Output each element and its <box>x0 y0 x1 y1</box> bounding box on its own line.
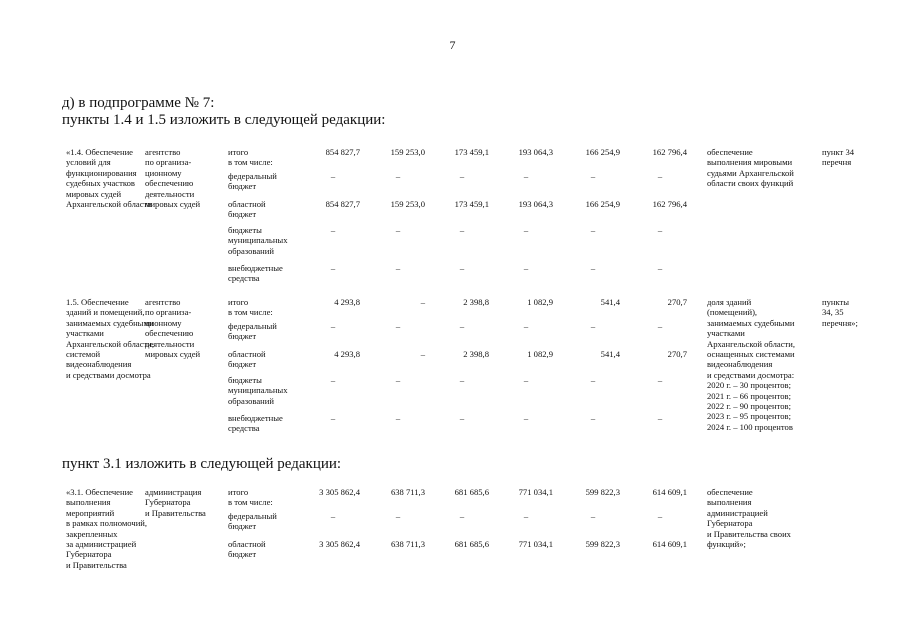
heading-points: пункты 1.4 и 1.5 изложить в следующей редакции: <box>62 112 386 128</box>
municipal-dash: – <box>523 225 529 235</box>
federal-dash: – <box>330 511 336 521</box>
total-value: 4 293,8 <box>334 297 360 307</box>
total-value: 1 082,9 <box>527 297 553 307</box>
total-value: 614 609,1 <box>652 487 687 497</box>
total-value: 599 822,3 <box>585 487 620 497</box>
regional-value: 173 459,1 <box>454 199 489 209</box>
item-name-line: видеонаблюдения <box>66 359 132 370</box>
page-number: 7 <box>449 38 456 52</box>
item-link-line: 34, 35 <box>822 307 844 318</box>
municipal-dash: – <box>330 225 336 235</box>
row-label-regional: бюджет <box>228 359 257 370</box>
row-label-regional: бюджет <box>228 209 257 220</box>
row-label-municipal: образований <box>228 245 274 256</box>
row-label-regional: областной <box>228 349 266 359</box>
item-executor-line: агентство <box>145 147 181 157</box>
municipal-dash: – <box>657 375 663 385</box>
item-name-line: мировых судей <box>66 188 122 199</box>
item-result-line: функций»; <box>707 539 746 549</box>
row-label-municipal: муниципальных <box>228 235 288 246</box>
item-result-line: обеспечение <box>707 487 753 497</box>
total-value: 193 064,3 <box>518 147 553 157</box>
item-name-line: мероприятий <box>66 507 115 518</box>
total-value: 541,4 <box>600 297 620 307</box>
extra-dash: – <box>395 263 401 273</box>
row-label-regional: бюджет <box>228 549 257 560</box>
municipal-dash: – <box>395 225 401 235</box>
federal-dash: – <box>330 321 336 331</box>
row-label-regional: областной <box>228 539 266 549</box>
item-result-line: видеонаблюдения <box>707 359 773 370</box>
item-result-line: 2023 г. – 95 процентов; <box>707 411 791 422</box>
municipal-dash: – <box>590 225 596 235</box>
item-name-line: функционирования <box>66 167 137 178</box>
item-link-line: перечня <box>822 157 852 168</box>
item-executor-line: мировых судей <box>145 199 201 209</box>
item-result-line: (помещений), <box>707 307 758 318</box>
item-result-line: 2022 г. – 90 процентов; <box>707 401 791 411</box>
item-result-line: и средствами досмотра: <box>707 369 795 380</box>
total-value: – <box>420 297 425 307</box>
item-link-line: перечня»; <box>822 317 858 328</box>
item-link-line: пункты <box>822 297 850 307</box>
row-label-municipal: муниципальных <box>228 385 288 396</box>
total-value: 162 796,4 <box>652 147 687 157</box>
regional-value: 4 293,8 <box>334 349 360 359</box>
extra-dash: – <box>459 413 465 423</box>
regional-value: 3 305 862,4 <box>319 539 360 549</box>
item-name-line: Губернатора <box>66 549 112 560</box>
item-name-line: зданий и помещений, <box>66 307 145 318</box>
total-value: 166 254,9 <box>585 147 620 157</box>
item-name-line: системой <box>66 349 101 359</box>
item-executor-line: по организа- <box>145 307 192 318</box>
item-result-line: выполнения мировыми <box>707 157 793 168</box>
regional-value: 771 034,1 <box>518 539 553 549</box>
regional-value: 854 827,7 <box>325 199 360 209</box>
item-executor-line: по организа- <box>145 157 192 168</box>
item-executor-line: ционному <box>145 317 182 328</box>
regional-value: 270,7 <box>667 349 687 359</box>
item-executor-line: деятельности <box>145 338 195 349</box>
item-result-line: администрацией <box>707 507 768 518</box>
item-executor-line: агентство <box>145 297 181 307</box>
row-label-municipal: бюджеты <box>228 375 262 385</box>
item-name-line: условий для <box>66 157 111 168</box>
row-label-incl: в том числе: <box>228 497 273 508</box>
row-label-extra: внебюджетные <box>228 413 283 423</box>
municipal-dash: – <box>657 225 663 235</box>
regional-value: 166 254,9 <box>585 199 620 209</box>
total-value: 270,7 <box>667 297 687 307</box>
item-name-line: в рамках полномочий, <box>66 518 148 529</box>
item-result-line: обеспечение <box>707 147 753 157</box>
federal-dash: – <box>523 321 529 331</box>
item-executor-line: Губернатора <box>145 497 191 508</box>
total-value: 2 398,8 <box>463 297 489 307</box>
row-label-federal: бюджет <box>228 331 257 342</box>
federal-dash: – <box>330 171 336 181</box>
item-result-line: области своих функций <box>707 178 794 189</box>
total-value: 173 459,1 <box>454 147 489 157</box>
municipal-dash: – <box>590 375 596 385</box>
extra-dash: – <box>657 413 663 423</box>
federal-dash: – <box>523 511 529 521</box>
heading-subprogram: д) в подпрограмме № 7: <box>62 95 215 111</box>
item-name-line: и Правительства <box>66 559 127 570</box>
federal-dash: – <box>657 171 663 181</box>
item-result-line: судьями Архангельской <box>707 167 794 178</box>
total-value: 681 685,6 <box>454 487 489 497</box>
total-value: 771 034,1 <box>518 487 553 497</box>
row-label-federal: федеральный <box>228 511 277 521</box>
item-executor-line: обеспечению <box>145 178 194 189</box>
federal-dash: – <box>459 321 465 331</box>
total-value: 854 827,7 <box>325 147 360 157</box>
item-name-line: и средствами досмотра <box>66 369 151 380</box>
item-link-line: пункт 34 <box>822 147 855 157</box>
item-name-line: «3.1. Обеспечение <box>66 487 133 497</box>
item-name-line: за администрацией <box>66 539 137 549</box>
regional-value: 541,4 <box>600 349 620 359</box>
item-executor-line: и Правительства <box>145 507 206 518</box>
item-result-line: участками <box>707 328 745 339</box>
row-label-municipal: образований <box>228 395 274 406</box>
item-executor-line: мировых судей <box>145 349 201 359</box>
item-result-line: и Правительства своих <box>707 528 791 539</box>
item-executor-line: ционному <box>145 167 182 178</box>
item-result-line: Губернатора <box>707 518 753 529</box>
row-label-incl: в том числе: <box>228 157 273 168</box>
total-value: 3 305 862,4 <box>319 487 360 497</box>
item-result-line: выполнения <box>707 497 752 508</box>
federal-dash: – <box>459 511 465 521</box>
item-result-line: оснащенных системами <box>707 349 795 359</box>
item-name-line: участками <box>66 328 104 339</box>
extra-dash: – <box>459 263 465 273</box>
row-label-total: итого <box>228 147 249 157</box>
regional-value: 1 082,9 <box>527 349 553 359</box>
item-result-line: занимаемых судебными <box>707 317 795 328</box>
item-result-line: 2021 г. – 66 процентов; <box>707 390 791 401</box>
item-name-line: судебных участков <box>66 178 135 189</box>
regional-value: 193 064,3 <box>518 199 553 209</box>
item-executor-line: деятельности <box>145 188 195 199</box>
federal-dash: – <box>590 321 596 331</box>
item-name-line: Архангельской области, <box>66 338 155 349</box>
row-label-total: итого <box>228 487 249 497</box>
federal-dash: – <box>459 171 465 181</box>
item-executor-line: администрация <box>145 487 202 497</box>
item-name-line: 1.5. Обеспечение <box>66 297 129 307</box>
row-label-federal: бюджет <box>228 521 257 532</box>
extra-dash: – <box>523 413 529 423</box>
regional-value: 599 822,3 <box>585 539 620 549</box>
row-label-incl: в том числе: <box>228 307 273 318</box>
item-name-line: занимаемых судебными <box>66 317 154 328</box>
heading-point-31: пункт 3.1 изложить в следующей редакции: <box>62 456 342 472</box>
federal-dash: – <box>657 511 663 521</box>
federal-dash: – <box>590 511 596 521</box>
regional-value: 638 711,3 <box>390 539 425 549</box>
regional-value: 681 685,6 <box>454 539 489 549</box>
federal-dash: – <box>657 321 663 331</box>
extra-dash: – <box>590 263 596 273</box>
item-name-line: «1.4. Обеспечение <box>66 147 133 157</box>
regional-value: 2 398,8 <box>463 349 489 359</box>
federal-dash: – <box>395 511 401 521</box>
municipal-dash: – <box>330 375 336 385</box>
federal-dash: – <box>395 321 401 331</box>
extra-dash: – <box>330 263 336 273</box>
item-result-line: Архангельской области, <box>707 338 796 349</box>
extra-dash: – <box>330 413 336 423</box>
row-label-regional: областной <box>228 199 266 209</box>
municipal-dash: – <box>395 375 401 385</box>
extra-dash: – <box>657 263 663 273</box>
row-label-extra: средства <box>228 273 260 284</box>
federal-dash: – <box>523 171 529 181</box>
item-result-line: доля зданий <box>707 297 752 307</box>
item-result-line: 2024 г. – 100 процентов <box>707 421 793 432</box>
item-executor-line: обеспечению <box>145 328 194 339</box>
row-label-extra: внебюджетные <box>228 263 283 273</box>
regional-value: – <box>420 349 425 359</box>
row-label-federal: бюджет <box>228 181 257 192</box>
item-name-line: закрепленных <box>66 528 118 539</box>
extra-dash: – <box>590 413 596 423</box>
municipal-dash: – <box>459 375 465 385</box>
row-label-federal: федеральный <box>228 171 277 181</box>
row-label-total: итого <box>228 297 249 307</box>
federal-dash: – <box>590 171 596 181</box>
total-value: 159 253,0 <box>390 147 425 157</box>
regional-value: 614 609,1 <box>652 539 687 549</box>
regional-value: 159 253,0 <box>390 199 425 209</box>
municipal-dash: – <box>459 225 465 235</box>
regional-value: 162 796,4 <box>652 199 687 209</box>
municipal-dash: – <box>523 375 529 385</box>
row-label-extra: средства <box>228 423 260 434</box>
extra-dash: – <box>395 413 401 423</box>
item-name-line: Архангельской области <box>66 199 152 209</box>
row-label-federal: федеральный <box>228 321 277 331</box>
total-value: 638 711,3 <box>390 487 425 497</box>
extra-dash: – <box>523 263 529 273</box>
item-result-line: 2020 г. – 30 процентов; <box>707 380 791 391</box>
row-label-municipal: бюджеты <box>228 225 262 235</box>
item-name-line: выполнения <box>66 497 111 508</box>
federal-dash: – <box>395 171 401 181</box>
